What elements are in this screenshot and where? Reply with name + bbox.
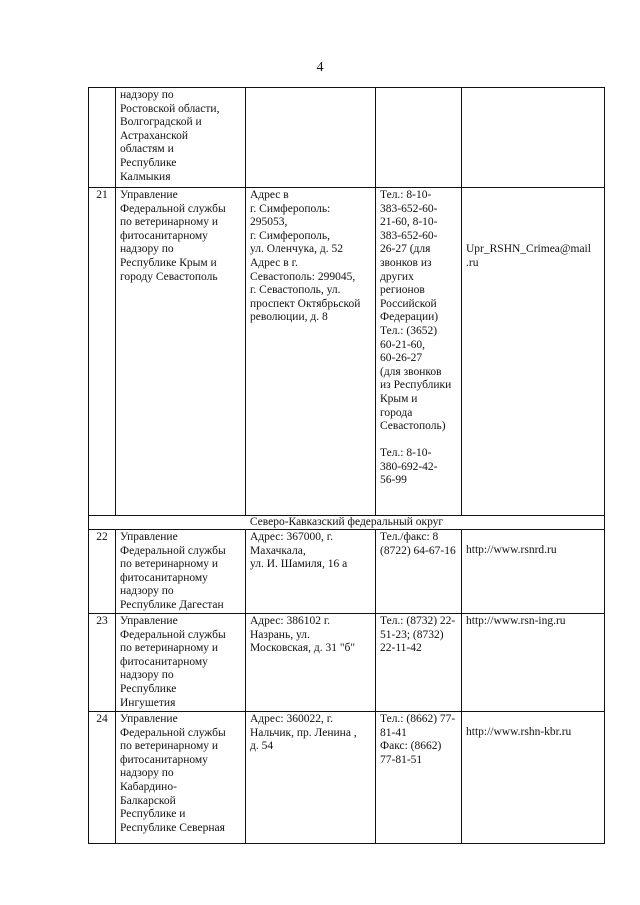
page-number: 4 [316, 60, 324, 75]
org-name: Управление Федеральной службы по ветеринарному и фитосанитарному надзору по Республике Крым и городу Севастополь [116, 188, 246, 516]
phone-cell: Тел./факс: 8 (8722) 64-67-16 [376, 530, 462, 614]
district-header: Северо-Кавказский федеральный округ [89, 516, 605, 530]
email-cell: Upr_RSHN_Crimea@mail .ru [462, 188, 605, 516]
phone-cell: Тел.: (8732) 22- 51-23; (8732) 22-11-42 [376, 614, 462, 712]
phone-cell [376, 88, 462, 188]
district-header-row [89, 516, 605, 530]
table-row [89, 712, 605, 844]
org-name: Управление Федеральной службы по ветеринарному и фитосанитарному надзору по Республике Дагестан [116, 530, 246, 614]
address-cell [246, 88, 376, 188]
phone-cell: Тел.: (8662) 77- 81-41 Факс: (8662) 77-81-51 [376, 712, 462, 844]
table-row [89, 614, 605, 712]
row-number: 23 [89, 614, 116, 712]
org-name: надзору по Ростовской области, Волгоградской и Астраханской областям и Республике Калмыкия [116, 88, 246, 188]
table-row [89, 188, 605, 516]
address-cell: Адрес: 367000, г. Махачкала, ул. И. Шамиля, 16 а [246, 530, 376, 614]
address-cell: Адрес в г. Симферополь: 295053, г. Симферополь, ул. Оленчука, д. 52 Адрес в г. Севастополь: 299045, г. Севастополь, ул. проспект Октябрьской революции, д. 8 [246, 188, 376, 516]
row-number [89, 88, 116, 188]
row-number: 21 [89, 188, 116, 516]
web-cell [462, 88, 605, 188]
org-name: Управление Федеральной службы по ветеринарному и фитосанитарному надзору по Республике Ингушетия [116, 614, 246, 712]
phone-cell: Тел.: 8-10- 383-652-60- 21-60, 8-10- 383-652-60- 26-27 (для звонков из других регионов Российской Федерации) Тел.: (3652) 60-21-60, 60-26-27 (для звонков из Республики Крым и города Севастополь) Тел.: 8-10- 380-692-42- 56-99 [376, 188, 462, 516]
address-cell: Адрес: 360022, г. Нальчик, пр. Ленина , д. 54 [246, 712, 376, 844]
org-name: Управление Федеральной службы по ветеринарному и фитосанитарному надзору по Кабардино- Балкарской Республике и Республике Северная [116, 712, 246, 844]
website-cell: http://www.rsn-ing.ru [462, 614, 605, 712]
address-cell: Адрес: 386102 г. Назрань, ул. Московская, д. 31 "б" [246, 614, 376, 712]
table-row [89, 530, 605, 614]
row-number: 24 [89, 712, 116, 844]
table-row [89, 88, 605, 188]
row-number: 22 [89, 530, 116, 614]
website-cell: http://www.rshn-kbr.ru [462, 712, 605, 844]
website-cell: http://www.rsnrd.ru [462, 530, 605, 614]
registry-table [88, 87, 605, 844]
